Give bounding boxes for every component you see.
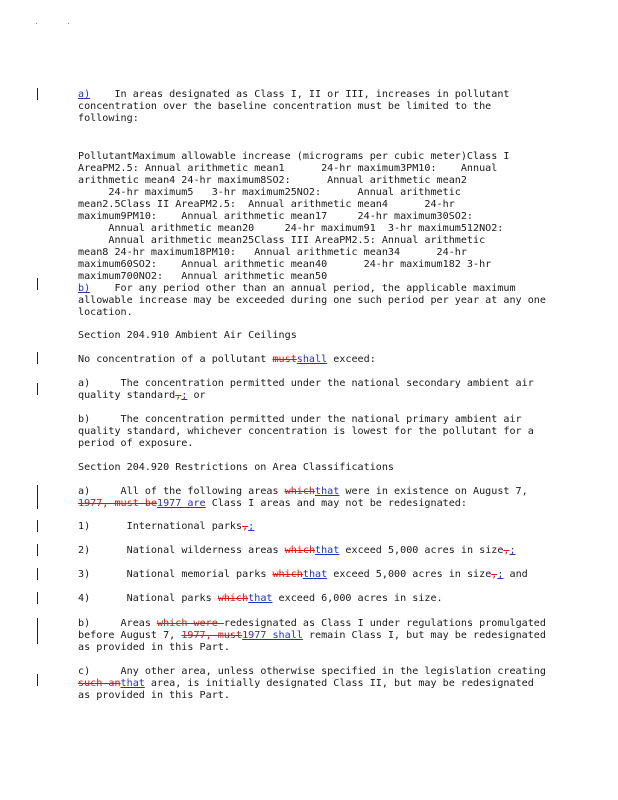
change-bar xyxy=(37,568,38,580)
change-bar xyxy=(37,383,38,395)
deleted-text: , xyxy=(491,569,498,580)
inserted-text: that xyxy=(120,678,145,689)
deleted-text: , xyxy=(242,521,249,532)
table-line: 24-hr maximum5 3-hr maximum25NO2: Annual arithmetic xyxy=(78,187,461,198)
item-number: 2) xyxy=(78,545,91,556)
text: No concentration of a pollutant xyxy=(78,354,273,365)
item-number: 4) xyxy=(78,593,91,604)
table-line: maximum60SO2: Annual arithmetic mean40 24-hr maximum182 3-hr xyxy=(78,259,492,270)
text: remain Class I, but may be redesignated as provided in this Part. xyxy=(78,630,546,653)
change-bar xyxy=(37,278,38,290)
change-bar xyxy=(37,618,38,644)
text: and xyxy=(503,569,528,580)
text: The concentration permitted under the national secondary ambient air quality standard xyxy=(78,378,534,401)
inserted-text: ; xyxy=(497,569,504,580)
deleted-text: 1977, must be xyxy=(78,498,158,509)
inserted-text: that xyxy=(315,486,340,497)
text: exceed 6,000 acres in size. xyxy=(272,593,443,604)
deleted-text: such an xyxy=(78,678,121,689)
text: exceed 5,000 acres in size xyxy=(327,569,492,580)
inserted-text: that xyxy=(302,569,328,580)
table-line: mean2.5Class II AreaPM2.5: Annual arithmetic mean4 24-hr xyxy=(78,199,455,210)
paragraph-tag: b) xyxy=(78,283,91,294)
paragraph-text: For any period other than an annual period, the applicable maximum allowable increase may be exceeded during one such period per year at any one location. xyxy=(78,283,546,318)
paragraph-tag: b) xyxy=(78,618,91,629)
table-line: Annual arithmetic mean20 24-hr maximum91 3-hr maximum512NO2: xyxy=(78,223,504,234)
deleted-text: 1977, must xyxy=(181,630,243,641)
deleted-text: which xyxy=(272,569,303,580)
restriction-b xyxy=(78,618,548,654)
change-bar xyxy=(37,674,38,686)
list-item xyxy=(78,569,548,581)
text: or xyxy=(187,390,206,401)
inserted-text: ; xyxy=(509,545,516,556)
text: Areas xyxy=(120,618,158,629)
restriction-c xyxy=(78,666,548,702)
list-item xyxy=(78,545,548,557)
change-bar xyxy=(37,520,38,532)
text: National wilderness areas xyxy=(126,545,285,556)
restriction-a xyxy=(78,486,548,510)
item-number: 3) xyxy=(78,569,91,580)
deleted-text: which were xyxy=(157,618,224,629)
section-heading: Section 204.920 Restrictions on Area Classifications xyxy=(78,462,395,473)
text: All of the following areas xyxy=(120,486,285,497)
deleted-text: which xyxy=(217,593,249,604)
table-line: maximum700NO2: Annual arithmetic mean50 xyxy=(78,271,328,282)
table-line: AreaPM2.5: Annual arithmetic mean1 24-hr maximum3PM10: Annual xyxy=(78,163,498,174)
text: were in existence on August 7, xyxy=(339,486,528,497)
inserted-text: that xyxy=(248,593,273,604)
section-heading: Section 204.910 Ambient Air Ceilings xyxy=(78,330,297,341)
intro-text: In areas designated as Class I, II or III, increases in pollutant concentration over the baseline concentration must be limited to the following: xyxy=(78,89,510,124)
scan-speck xyxy=(68,23,69,24)
list-item xyxy=(78,521,548,533)
paragraph-tag: a) xyxy=(78,486,91,497)
inserted-text: ; xyxy=(181,390,188,401)
change-bar xyxy=(37,592,38,604)
text: The concentration permitted under the national primary ambient air quality standard, whichever concentration is lowest for the pollutant for a period of exposure. xyxy=(78,414,534,449)
text: Any other area, unless otherwise specified in the legislation creating xyxy=(120,666,546,677)
deleted-text: which xyxy=(284,486,316,497)
item-number: 1) xyxy=(78,521,91,532)
table-line: PollutantMaximum allowable increase (micrograms per cubic meter)Class I xyxy=(78,151,510,162)
change-bar xyxy=(37,352,38,364)
text: Class I areas and may not be redesignated: xyxy=(205,498,467,509)
paragraph-b xyxy=(78,283,548,319)
text: exceed 5,000 acres in size xyxy=(339,545,504,556)
scan-speck xyxy=(36,23,37,24)
ceiling-a xyxy=(78,378,548,402)
table-line: arithmetic mean4 24-hr maximum8SO2: Annual arithmetic mean2 xyxy=(78,175,467,186)
ceiling-b xyxy=(78,414,548,450)
intro-paragraph xyxy=(78,89,548,125)
inserted-text: ; xyxy=(248,521,255,532)
text: area, is initially designated Class II, but may be redesignated as provided in this Part. xyxy=(78,678,534,701)
paragraph-tag: a) xyxy=(78,89,91,100)
ceiling-lead xyxy=(78,354,548,366)
inserted-text: 1977 shall xyxy=(242,630,303,641)
paragraph-tag: b) xyxy=(78,414,91,425)
inserted-text: shall xyxy=(296,354,328,365)
change-bar xyxy=(37,88,38,100)
text: exceed: xyxy=(327,354,376,365)
table-line: maximum9PM10: Annual arithmetic mean17 24-hr maximum30SO2: xyxy=(78,211,474,222)
list-item xyxy=(78,593,548,605)
deleted-text: , xyxy=(175,390,182,401)
pollutant-table xyxy=(78,151,548,283)
deleted-text: , xyxy=(503,545,510,556)
text: redesignated as Class I under regulations promulgated before August 7, xyxy=(78,618,546,641)
change-bar xyxy=(37,544,38,556)
inserted-text: that xyxy=(315,545,340,556)
text: National parks xyxy=(126,593,218,604)
deleted-text: which xyxy=(284,545,316,556)
table-line: Annual arithmetic mean25Class III AreaPM2.5: Annual arithmetic xyxy=(78,235,486,246)
inserted-text: 1977 are xyxy=(157,498,206,509)
change-bar xyxy=(37,485,38,509)
table-line: mean8 24-hr maximum18PM10: Annual arithmetic mean34 24-hr xyxy=(78,247,467,258)
paragraph-tag: a) xyxy=(78,378,91,389)
paragraph-tag: c) xyxy=(78,666,91,677)
text: National memorial parks xyxy=(126,569,273,580)
text: International parks xyxy=(126,521,243,532)
deleted-text: must xyxy=(272,354,297,365)
